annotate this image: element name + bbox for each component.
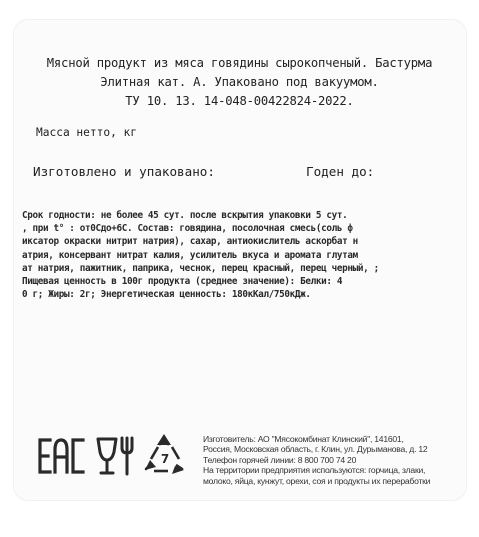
manufacturer-line: Телефон горячей линии: 8 800 700 74 20 <box>203 454 357 465</box>
composition-line: иксатор окраски нитрит натрия), сахар, антиокислитель аскорбат н <box>22 236 358 248</box>
composition-line: Срок годности: не более 45 сут. после вскрытия упаковки 5 сут. <box>22 210 348 221</box>
composition-line: ат натрия, пажитник, паприка, чеснок, перец красный, перец черный, ; <box>22 262 379 274</box>
composition-line: Пищевая ценность в 100г продукта (среднее значение): Белки: 4 <box>22 276 343 288</box>
manufacturer-line: На территории предприятия используются: горчица, злаки, <box>203 465 426 476</box>
composition-line: атрия, консервант нитрат калия, усилитель вкуса и аромата глутам <box>22 249 358 261</box>
manufacturer-info <box>203 434 465 486</box>
expiry-date-label: Годен до: <box>306 164 375 179</box>
product-name-line-2: Элитная кат. А. Упаковано под вакуумом. <box>100 75 379 89</box>
food-contact-glass-fork-icon <box>94 434 138 478</box>
recycling-icon <box>142 433 188 479</box>
technical-spec: ТУ 10. 13. 14-048-00422824-2022. <box>125 94 354 108</box>
manufacturer-line: Россия, Московская область, г. Клин, ул. Дурыманова, д. 12 <box>203 444 428 455</box>
manufacturer-line: Изготовитель: АО "Мясокомбинат Клинский", 141601, <box>203 434 404 444</box>
recycle-code: 7 <box>160 452 170 466</box>
eac-mark-icon <box>37 436 87 476</box>
composition-block <box>22 209 462 301</box>
composition-line: 0 г; Жиры: 2г; Энергетическая ценность: 180кКал/750кДж. <box>22 289 311 301</box>
net-weight-label: Масса нетто, кг <box>36 126 138 139</box>
manufacturer-line: молоко, яйца, кунжут, орехи, соя и продукты их переработки <box>203 475 431 486</box>
manufacture-date-label: Изготовлено и упаковано: <box>33 164 215 179</box>
product-name-line-1: Мясной продукт из мяса говядины сырокопченый. Бастурма <box>46 56 433 70</box>
composition-line: , при t° : от0Сдо+6С. Состав: говядина, посолочная смесь(соль ф <box>22 223 353 235</box>
